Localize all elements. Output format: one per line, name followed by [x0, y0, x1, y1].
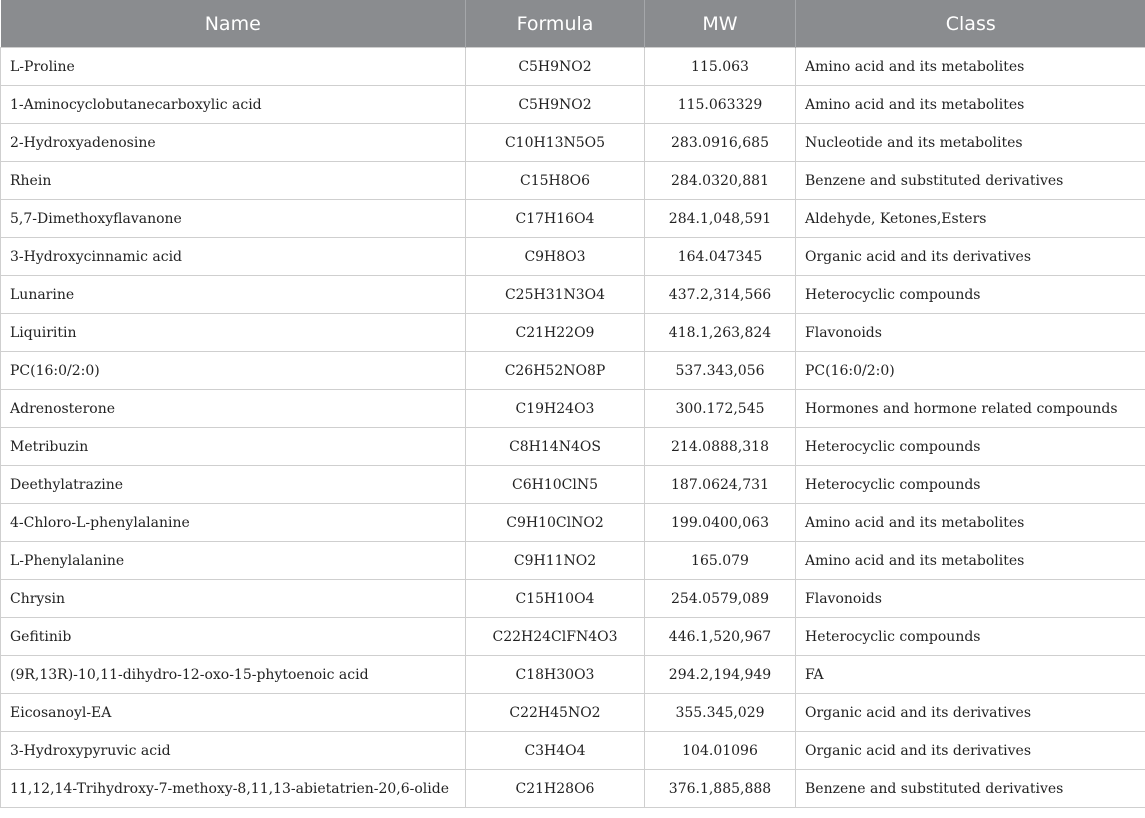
- cell-mw: 115.063: [645, 48, 796, 86]
- table-row: [1, 618, 1145, 656]
- cell-class: Amino acid and its metabolites: [796, 86, 1145, 124]
- cell-class: PC(16:0/2:0): [796, 352, 1145, 390]
- table-row: [1, 162, 1145, 200]
- cell-name: Deethylatrazine: [1, 466, 466, 504]
- cell-name: 5,7-Dimethoxyflavanone: [1, 200, 466, 238]
- header-row: [1, 0, 1145, 48]
- cell-formula: C18H30O3: [466, 656, 645, 694]
- cell-mw: 284.0320,881: [645, 162, 796, 200]
- cell-name: Rhein: [1, 162, 466, 200]
- cell-class: Flavonoids: [796, 314, 1145, 352]
- cell-name: 3-Hydroxypyruvic acid: [1, 732, 466, 770]
- table-row: [1, 428, 1145, 466]
- cell-formula: C21H22O9: [466, 314, 645, 352]
- table-row: [1, 504, 1145, 542]
- cell-name: Eicosanoyl-EA: [1, 694, 466, 732]
- cell-formula: C21H28O6: [466, 770, 645, 808]
- cell-formula: C19H24O3: [466, 390, 645, 428]
- cell-class: Aldehyde, Ketones,Esters: [796, 200, 1145, 238]
- cell-name: Liquiritin: [1, 314, 466, 352]
- cell-mw: 284.1,048,591: [645, 200, 796, 238]
- table-row: [1, 466, 1145, 504]
- cell-name: L-Proline: [1, 48, 466, 86]
- cell-mw: 294.2,194,949: [645, 656, 796, 694]
- table-header: [1, 0, 1145, 48]
- cell-class: Organic acid and its derivatives: [796, 238, 1145, 276]
- cell-mw: 437.2,314,566: [645, 276, 796, 314]
- cell-name: PC(16:0/2:0): [1, 352, 466, 390]
- cell-mw: 376.1,885,888: [645, 770, 796, 808]
- cell-class: Flavonoids: [796, 580, 1145, 618]
- cell-class: Benzene and substituted derivatives: [796, 770, 1145, 808]
- table-row: [1, 48, 1145, 86]
- cell-class: Organic acid and its derivatives: [796, 732, 1145, 770]
- cell-class: Nucleotide and its metabolites: [796, 124, 1145, 162]
- cell-formula: C25H31N3O4: [466, 276, 645, 314]
- cell-name: 11,12,14-Trihydroxy-7-methoxy-8,11,13-abietatrien-20,6-olide: [1, 770, 466, 808]
- table-body: [1, 48, 1145, 808]
- cell-formula: C6H10ClN5: [466, 466, 645, 504]
- cell-mw: 418.1,263,824: [645, 314, 796, 352]
- cell-class: Heterocyclic compounds: [796, 466, 1145, 504]
- cell-formula: C15H8O6: [466, 162, 645, 200]
- cell-class: Heterocyclic compounds: [796, 276, 1145, 314]
- cell-mw: 187.0624,731: [645, 466, 796, 504]
- table-row: [1, 352, 1145, 390]
- cell-formula: C22H45NO2: [466, 694, 645, 732]
- table-row: [1, 124, 1145, 162]
- table-row: [1, 314, 1145, 352]
- cell-class: Benzene and substituted derivatives: [796, 162, 1145, 200]
- table-row: [1, 694, 1145, 732]
- table-row: [1, 656, 1145, 694]
- cell-formula: C9H8O3: [466, 238, 645, 276]
- cell-name: 3-Hydroxycinnamic acid: [1, 238, 466, 276]
- cell-class: FA: [796, 656, 1145, 694]
- cell-class: Amino acid and its metabolites: [796, 542, 1145, 580]
- cell-name: 4-Chloro-L-phenylalanine: [1, 504, 466, 542]
- cell-name: Chrysin: [1, 580, 466, 618]
- table-row: [1, 276, 1145, 314]
- cell-mw: 537.343,056: [645, 352, 796, 390]
- cell-class: Heterocyclic compounds: [796, 428, 1145, 466]
- cell-class: Amino acid and its metabolites: [796, 48, 1145, 86]
- table-row: [1, 390, 1145, 428]
- cell-name: L-Phenylalanine: [1, 542, 466, 580]
- cell-class: Amino acid and its metabolites: [796, 504, 1145, 542]
- cell-mw: 446.1,520,967: [645, 618, 796, 656]
- column-header-name: Name: [1, 0, 466, 48]
- cell-formula: C15H10O4: [466, 580, 645, 618]
- table-row: [1, 580, 1145, 618]
- cell-formula: C9H10ClNO2: [466, 504, 645, 542]
- cell-formula: C26H52NO8P: [466, 352, 645, 390]
- cell-formula: C10H13N5O5: [466, 124, 645, 162]
- cell-name: Adrenosterone: [1, 390, 466, 428]
- cell-class: Heterocyclic compounds: [796, 618, 1145, 656]
- cell-name: 2-Hydroxyadenosine: [1, 124, 466, 162]
- cell-mw: 199.0400,063: [645, 504, 796, 542]
- cell-mw: 283.0916,685: [645, 124, 796, 162]
- table-row: [1, 770, 1145, 808]
- table-row: [1, 86, 1145, 124]
- column-header-mw: MW: [645, 0, 796, 48]
- cell-mw: 300.172,545: [645, 390, 796, 428]
- table-row: [1, 732, 1145, 770]
- cell-name: 1-Aminocyclobutanecarboxylic acid: [1, 86, 466, 124]
- cell-formula: C22H24ClFN4O3: [466, 618, 645, 656]
- column-header-formula: Formula: [466, 0, 645, 48]
- table-row: [1, 238, 1145, 276]
- cell-name: Gefitinib: [1, 618, 466, 656]
- cell-mw: 104.01096: [645, 732, 796, 770]
- cell-formula: C5H9NO2: [466, 48, 645, 86]
- cell-formula: C17H16O4: [466, 200, 645, 238]
- cell-mw: 254.0579,089: [645, 580, 796, 618]
- cell-mw: 165.079: [645, 542, 796, 580]
- cell-mw: 214.0888,318: [645, 428, 796, 466]
- cell-name: Lunarine: [1, 276, 466, 314]
- table-row: [1, 542, 1145, 580]
- cell-mw: 164.047345: [645, 238, 796, 276]
- column-header-class: Class: [796, 0, 1145, 48]
- cell-formula: C5H9NO2: [466, 86, 645, 124]
- cell-formula: C3H4O4: [466, 732, 645, 770]
- cell-name: (9R,13R)-10,11-dihydro-12-oxo-15-phytoenoic acid: [1, 656, 466, 694]
- cell-mw: 115.063329: [645, 86, 796, 124]
- cell-formula: C8H14N4OS: [466, 428, 645, 466]
- cell-mw: 355.345,029: [645, 694, 796, 732]
- cell-name: Metribuzin: [1, 428, 466, 466]
- cell-class: Hormones and hormone related compounds: [796, 390, 1145, 428]
- cell-class: Organic acid and its derivatives: [796, 694, 1145, 732]
- cell-formula: C9H11NO2: [466, 542, 645, 580]
- table-row: [1, 200, 1145, 238]
